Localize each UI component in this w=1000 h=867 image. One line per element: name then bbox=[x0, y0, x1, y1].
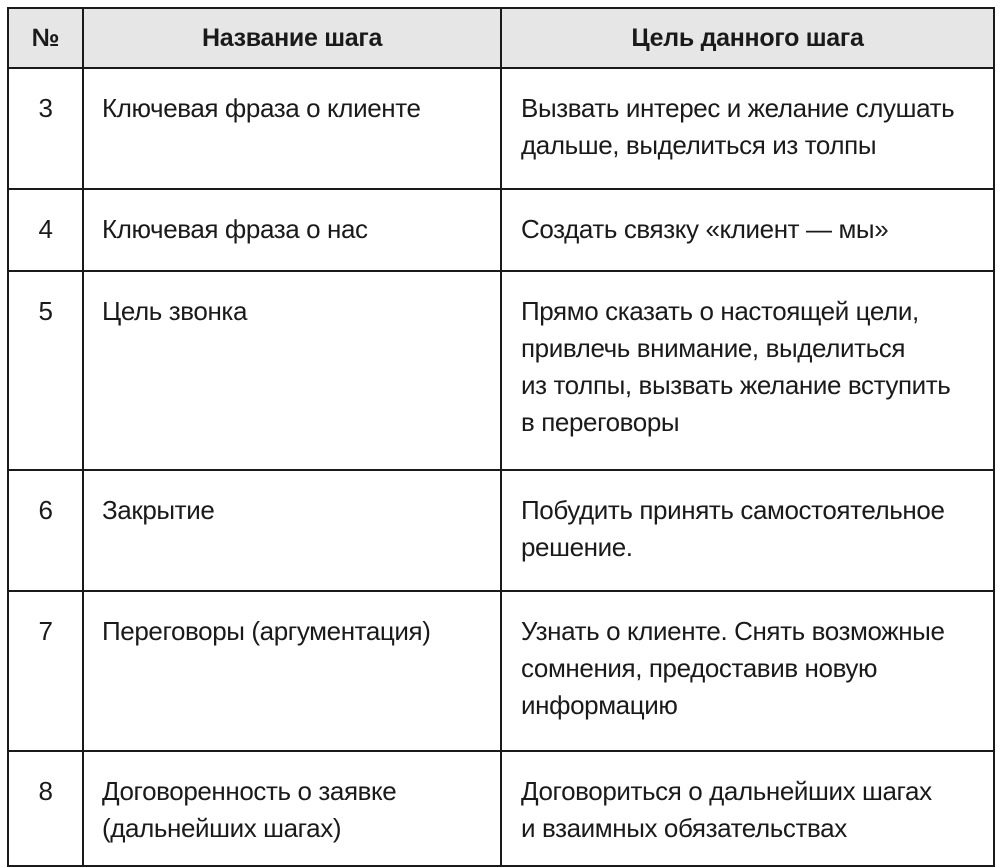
step-goal: Создать связку «клиент — мы» bbox=[501, 189, 994, 271]
step-goal: Прямо сказать о настоящей цели, привлечь внимание, выделиться из толпы, вызвать желание вступить в переговоры bbox=[501, 271, 994, 470]
step-goal: Вызвать интерес и желание слушать дальше, выделиться из толпы bbox=[501, 68, 994, 189]
header-number: № bbox=[8, 8, 83, 68]
step-name: Переговоры (аргументация) bbox=[83, 591, 501, 751]
step-goal: Побудить принять самостоятельное решение. bbox=[501, 470, 994, 591]
table-row bbox=[8, 751, 994, 866]
table-row bbox=[8, 470, 994, 591]
step-name: Ключевая фраза о нас bbox=[83, 189, 501, 271]
step-name: Цель звонка bbox=[83, 271, 501, 470]
step-number: 6 bbox=[8, 470, 83, 591]
header-step-goal: Цель данного шага bbox=[501, 8, 994, 68]
step-goal: Узнать о клиенте. Снять возможные сомнения, предоставив новую информацию bbox=[501, 591, 994, 751]
step-name: Закрытие bbox=[83, 470, 501, 591]
step-number: 3 bbox=[8, 68, 83, 189]
step-number: 7 bbox=[8, 591, 83, 751]
table-row bbox=[8, 271, 994, 470]
step-goal: Договориться о дальнейших шагах и взаимных обязательствах bbox=[501, 751, 994, 866]
steps-table-container bbox=[7, 7, 993, 855]
table-row bbox=[8, 591, 994, 751]
step-number: 5 bbox=[8, 271, 83, 470]
step-number: 8 bbox=[8, 751, 83, 866]
step-name: Договоренность о заявке (дальнейших шагах) bbox=[83, 751, 501, 866]
steps-table bbox=[7, 7, 995, 867]
step-name: Ключевая фраза о клиенте bbox=[83, 68, 501, 189]
header-row bbox=[8, 8, 994, 68]
table-row bbox=[8, 189, 994, 271]
header-step-name: Название шага bbox=[83, 8, 501, 68]
table-row bbox=[8, 68, 994, 189]
step-number: 4 bbox=[8, 189, 83, 271]
